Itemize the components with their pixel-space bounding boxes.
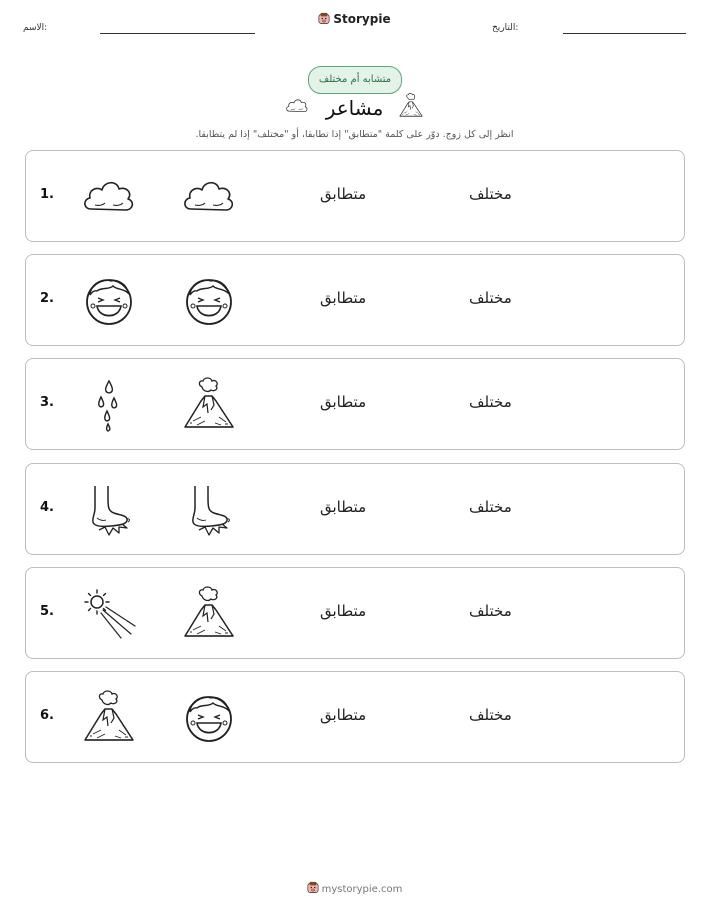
water-drops-icon [81,377,137,433]
date-label: التاريخ: [492,23,519,33]
topic-badge: متشابه أم مختلف [308,66,402,94]
footer-site[interactable]: mystorypie.com [321,884,403,895]
question-number: 3. [40,395,54,410]
different-option[interactable]: مختلف [469,602,512,620]
brand-name: Storypie [333,12,391,26]
date-line[interactable] [563,33,686,34]
volcano-icon [181,377,237,433]
same-option[interactable]: متطابق [320,706,367,724]
question-row [25,254,685,346]
question-number: 1. [40,187,54,202]
volcano-icon [181,586,237,642]
question-row [25,358,685,450]
different-option[interactable]: مختلف [469,289,512,307]
stomping-foot-icon [81,482,137,538]
cloud-icon [181,169,237,225]
stomping-foot-icon [181,482,237,538]
question-number: 5. [40,604,54,619]
storypie-logo-icon [307,881,319,894]
question-row [25,150,685,242]
same-option[interactable]: متطابق [320,498,367,516]
same-option[interactable]: متطابق [320,393,367,411]
question-number: 2. [40,291,54,306]
instructions: انظر إلى كل زوج. دوّر على كلمة "متطابق" إذا تطابقا، أو "مختلف" إذا لم يتطابقا. [195,129,514,140]
laughing-face-icon [181,690,237,746]
different-option[interactable]: مختلف [469,498,512,516]
name-line[interactable] [100,33,255,34]
volcano-icon [398,92,424,120]
name-label: الاسم: [23,23,48,33]
different-option[interactable]: مختلف [469,185,512,203]
same-option[interactable]: متطابق [320,602,367,620]
footer [0,881,709,895]
cloud-icon [81,169,137,225]
different-option[interactable]: مختلف [469,706,512,724]
question-row [25,567,685,659]
question-number: 6. [40,708,54,723]
volcano-icon [81,690,137,746]
laughing-face-icon [181,273,237,329]
question-row [25,463,685,555]
same-option[interactable]: متطابق [320,185,367,203]
storypie-logo-icon [318,12,330,25]
question-row [25,671,685,763]
same-option[interactable]: متطابق [320,289,367,307]
sun-rays-icon [81,586,137,642]
brand [0,12,709,26]
page-title: مشاعر [325,96,384,120]
different-option[interactable]: مختلف [469,393,512,411]
laughing-face-icon [81,273,137,329]
question-number: 4. [40,500,54,515]
